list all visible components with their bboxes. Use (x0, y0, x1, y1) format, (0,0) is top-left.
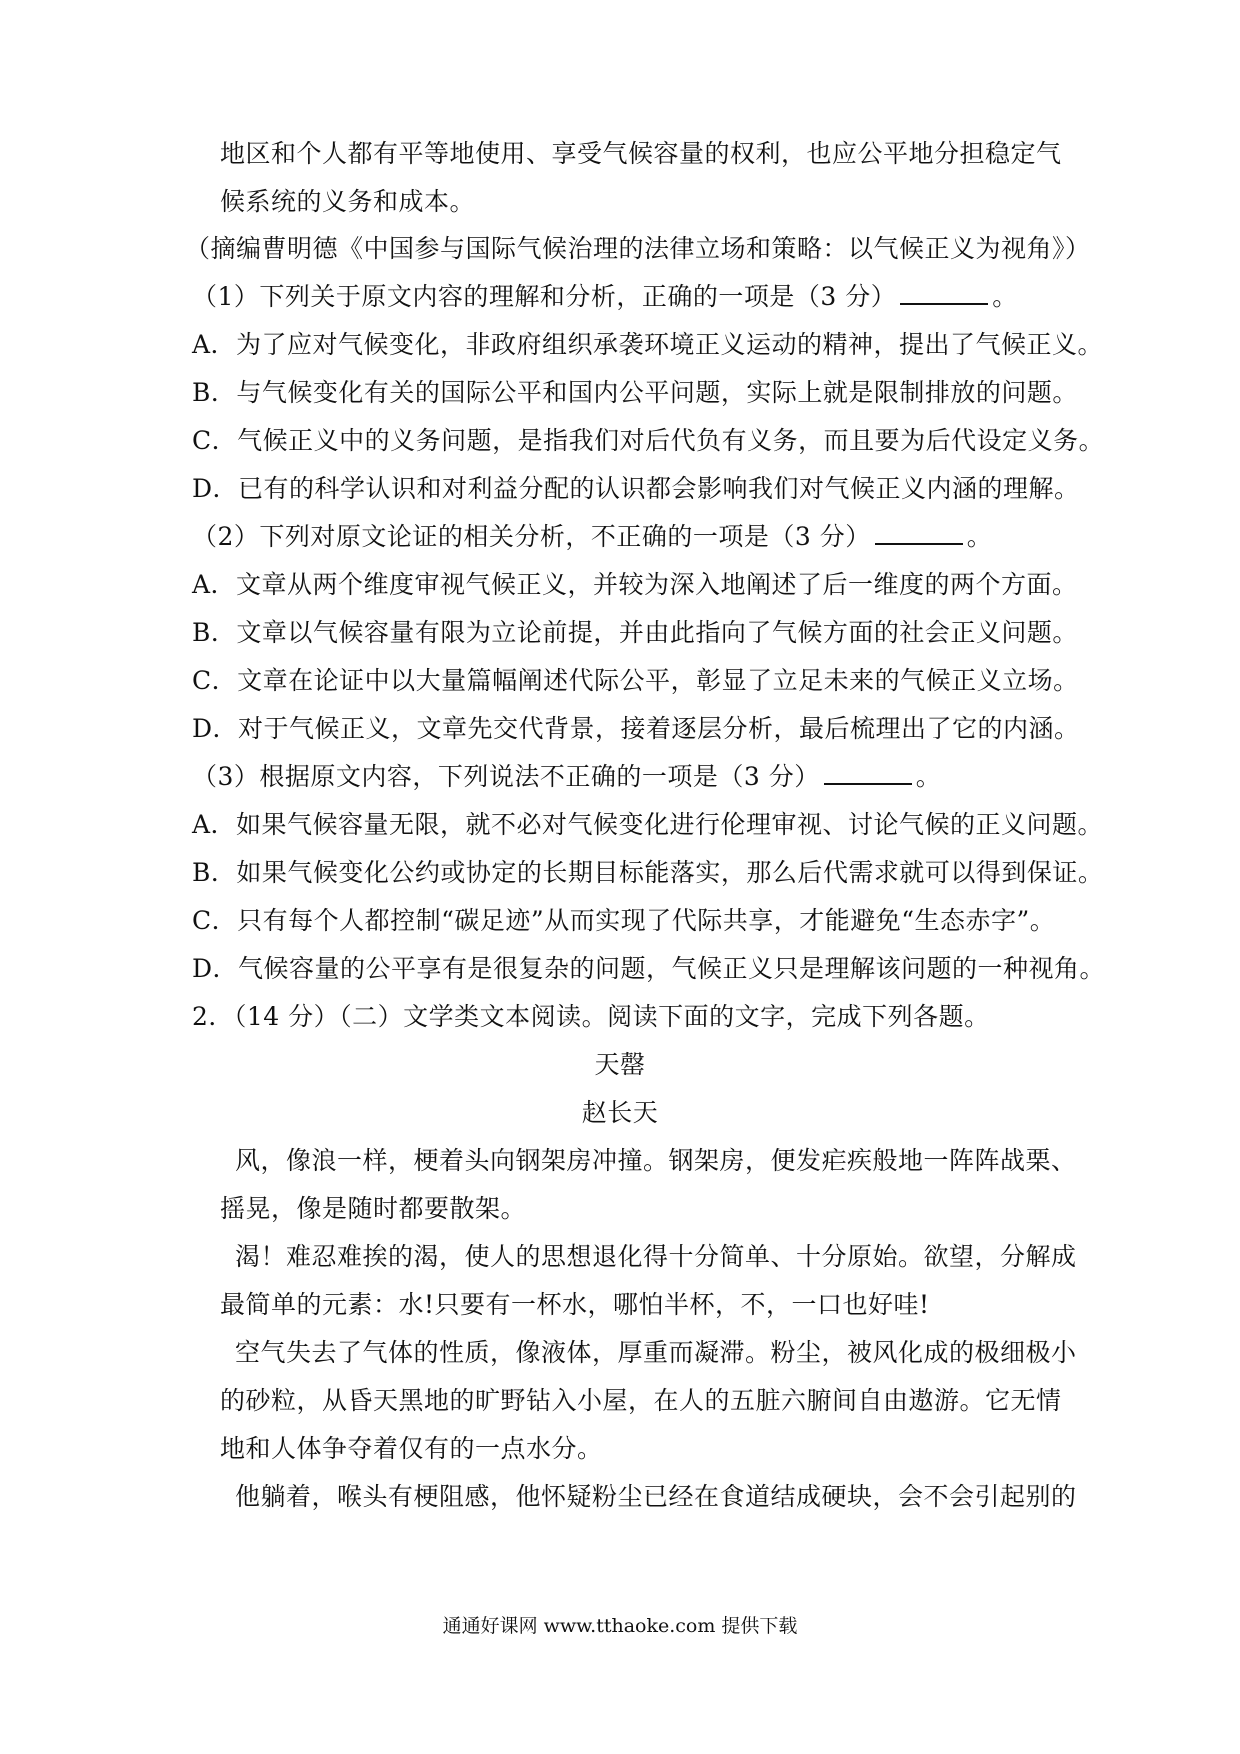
q3-option-d: D．气候容量的公平享有是很复杂的问题，气候正义只是理解该问题的一种视角。 (192, 954, 1106, 983)
story-author: 赵长天 (581, 1098, 659, 1127)
q2-option-d: D．对于气候正义，文章先交代背景，接着逐层分析，最后梳理出了它的内涵。 (192, 714, 1080, 743)
paragraph-line: 地区和个人都有平等地使用、享受气候容量的权利，也应公平地分担稳定气 (220, 139, 1062, 168)
question-stem-text: （1）下列关于原文内容的理解和分析，正确的一项是（3 分） (192, 282, 897, 311)
story-line: 地和人体争夺着仅有的一点水分。 (220, 1434, 603, 1463)
paragraph-line: 候系统的义务和成本。 (220, 187, 476, 216)
stem-end: 。 (992, 282, 1018, 311)
question-3-stem (192, 760, 941, 794)
story-line: 渴！难忍难挨的渴，使人的思想退化得十分简单、十分原始。欲望，分解成 (235, 1242, 1077, 1271)
story-line: 风，像浪一样，梗着头向钢架房冲撞。钢架房，便发疟疾般地一阵阵战栗、 (235, 1146, 1077, 1175)
q2-option-a: A．文章从两个维度审视气候正义，并较为深入地阐述了后一维度的两个方面。 (192, 570, 1078, 599)
stem-end: 。 (915, 762, 942, 791)
citation: （摘编曹明德《中国参与国际气候治理的法律立场和策略：以气候正义为视角》） (185, 234, 1091, 263)
q1-option-b: B．与气候变化有关的国际公平和国内公平问题，实际上就是限制排放的问题。 (192, 378, 1078, 407)
q2-option-c: C．文章在论证中以大量篇幅阐述代际公平，彰显了立足未来的气候正义立场。 (192, 666, 1079, 695)
question-2-stem (192, 520, 992, 554)
q3-option-b: B．如果气候变化公约或协定的长期目标能落实，那么后代需求就可以得到保证。 (192, 858, 1104, 887)
q2-option-b: B．文章以气候容量有限为立论前提，并由此指向了气候方面的社会正义问题。 (192, 618, 1078, 647)
story-line: 最简单的元素：水!只要有一杯水，哪怕半杯，不，一口也好哇! (220, 1290, 930, 1319)
story-title: 天罄 (594, 1050, 646, 1079)
page-footer: 通通好课网 www.tthaoke.com 提供下载 (442, 1615, 798, 1637)
q3-option-c: C．只有每个人都控制“碳足迹”从而实现了代际共享，才能避免“生态赤字”。 (192, 906, 1056, 935)
story-line: 他躺着，喉头有梗阻感，他怀疑粉尘已经在食道结成硬块，会不会引起别的 (235, 1482, 1077, 1511)
answer-blank (875, 521, 963, 545)
story-line: 的砂粒，从昏天黑地的旷野钻入小屋，在人的五脏六腑间自由遨游。它无情 (220, 1386, 1062, 1415)
section-heading: 2．（14 分）（二）文学类文本阅读。阅读下面的文字，完成下列各题。 (192, 1002, 990, 1031)
stem-end: 。 (966, 522, 993, 551)
story-line: 空气失去了气体的性质，像液体，厚重而凝滞。粉尘，被风化成的极细极小 (235, 1338, 1077, 1367)
answer-blank (900, 281, 988, 305)
q1-option-c: C．气候正义中的义务问题，是指我们对后代负有义务，而且要为后代设定义务。 (192, 426, 1105, 455)
answer-blank (824, 761, 912, 785)
q1-option-d: D．已有的科学认识和对利益分配的认识都会影响我们对气候正义内涵的理解。 (192, 474, 1080, 503)
question-1-stem (192, 280, 1018, 314)
q1-option-a: A．为了应对气候变化，非政府组织承袭环境正义运动的精神，提出了气候正义。 (192, 330, 1104, 359)
q3-option-a: A．如果气候容量无限，就不必对气候变化进行伦理审视、讨论气候的正义问题。 (192, 810, 1104, 839)
question-stem-text: （3）根据原文内容，下列说法不正确的一项是（3 分） (192, 762, 820, 791)
question-stem-text: （2）下列对原文论证的相关分析，不正确的一项是（3 分） (192, 522, 871, 551)
story-line: 摇晃，像是随时都要散架。 (220, 1194, 527, 1223)
